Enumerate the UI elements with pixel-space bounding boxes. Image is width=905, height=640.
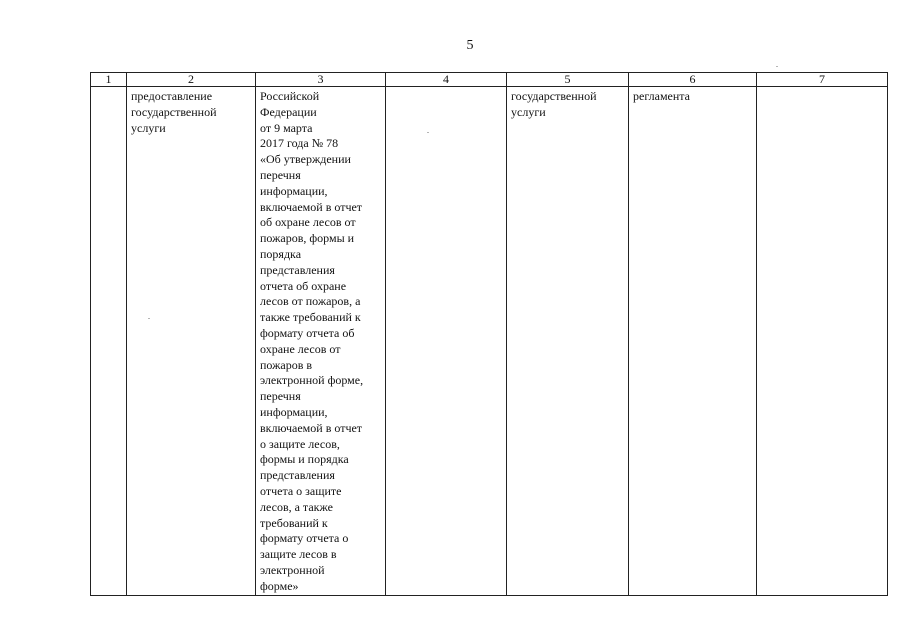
- table-cell-col3: [256, 87, 386, 596]
- scan-speck: [776, 66, 778, 67]
- column-number-2: 2: [127, 73, 256, 87]
- scan-speck: [427, 132, 429, 133]
- table-cell-col1: [91, 87, 127, 596]
- scan-speck: [148, 318, 150, 319]
- table-header-row: [91, 73, 888, 87]
- column-number-4: 4: [386, 73, 507, 87]
- document-table: [90, 72, 888, 596]
- table-cell-col6: [629, 87, 757, 596]
- cell-text: Российской Федерации от 9 марта 2017 года № 78 «Об утверждении перечня информации, включаемой в отчет об охране лесов от пожаров, формы и порядка представления отчета об охране лесов от пожаров, а также требований к формату отчета об охране лесов от пожаров в электронной форме, перечня информации, включаемой в отчет о защите лесов, формы и порядка представления отчета о защите лесов, а также требований к формату отчета о защите лесов в электронной форме»: [260, 89, 364, 593]
- table-cell-col5: [507, 87, 629, 596]
- cell-text: регламента: [633, 89, 691, 103]
- column-number-3: 3: [256, 73, 386, 87]
- table-cell-col7: [757, 87, 888, 596]
- column-number-7: 7: [757, 73, 888, 87]
- cell-text: предоставление государственной услуги: [131, 89, 217, 135]
- column-number-6: 6: [629, 73, 757, 87]
- table-cell-col4: [386, 87, 507, 596]
- table-row: [91, 87, 888, 596]
- column-number-1: 1: [91, 73, 127, 87]
- page-number: 5: [466, 38, 474, 53]
- column-number-5: 5: [507, 73, 629, 87]
- cell-text: государственной услуги: [511, 89, 597, 119]
- table-cell-col2: [127, 87, 256, 596]
